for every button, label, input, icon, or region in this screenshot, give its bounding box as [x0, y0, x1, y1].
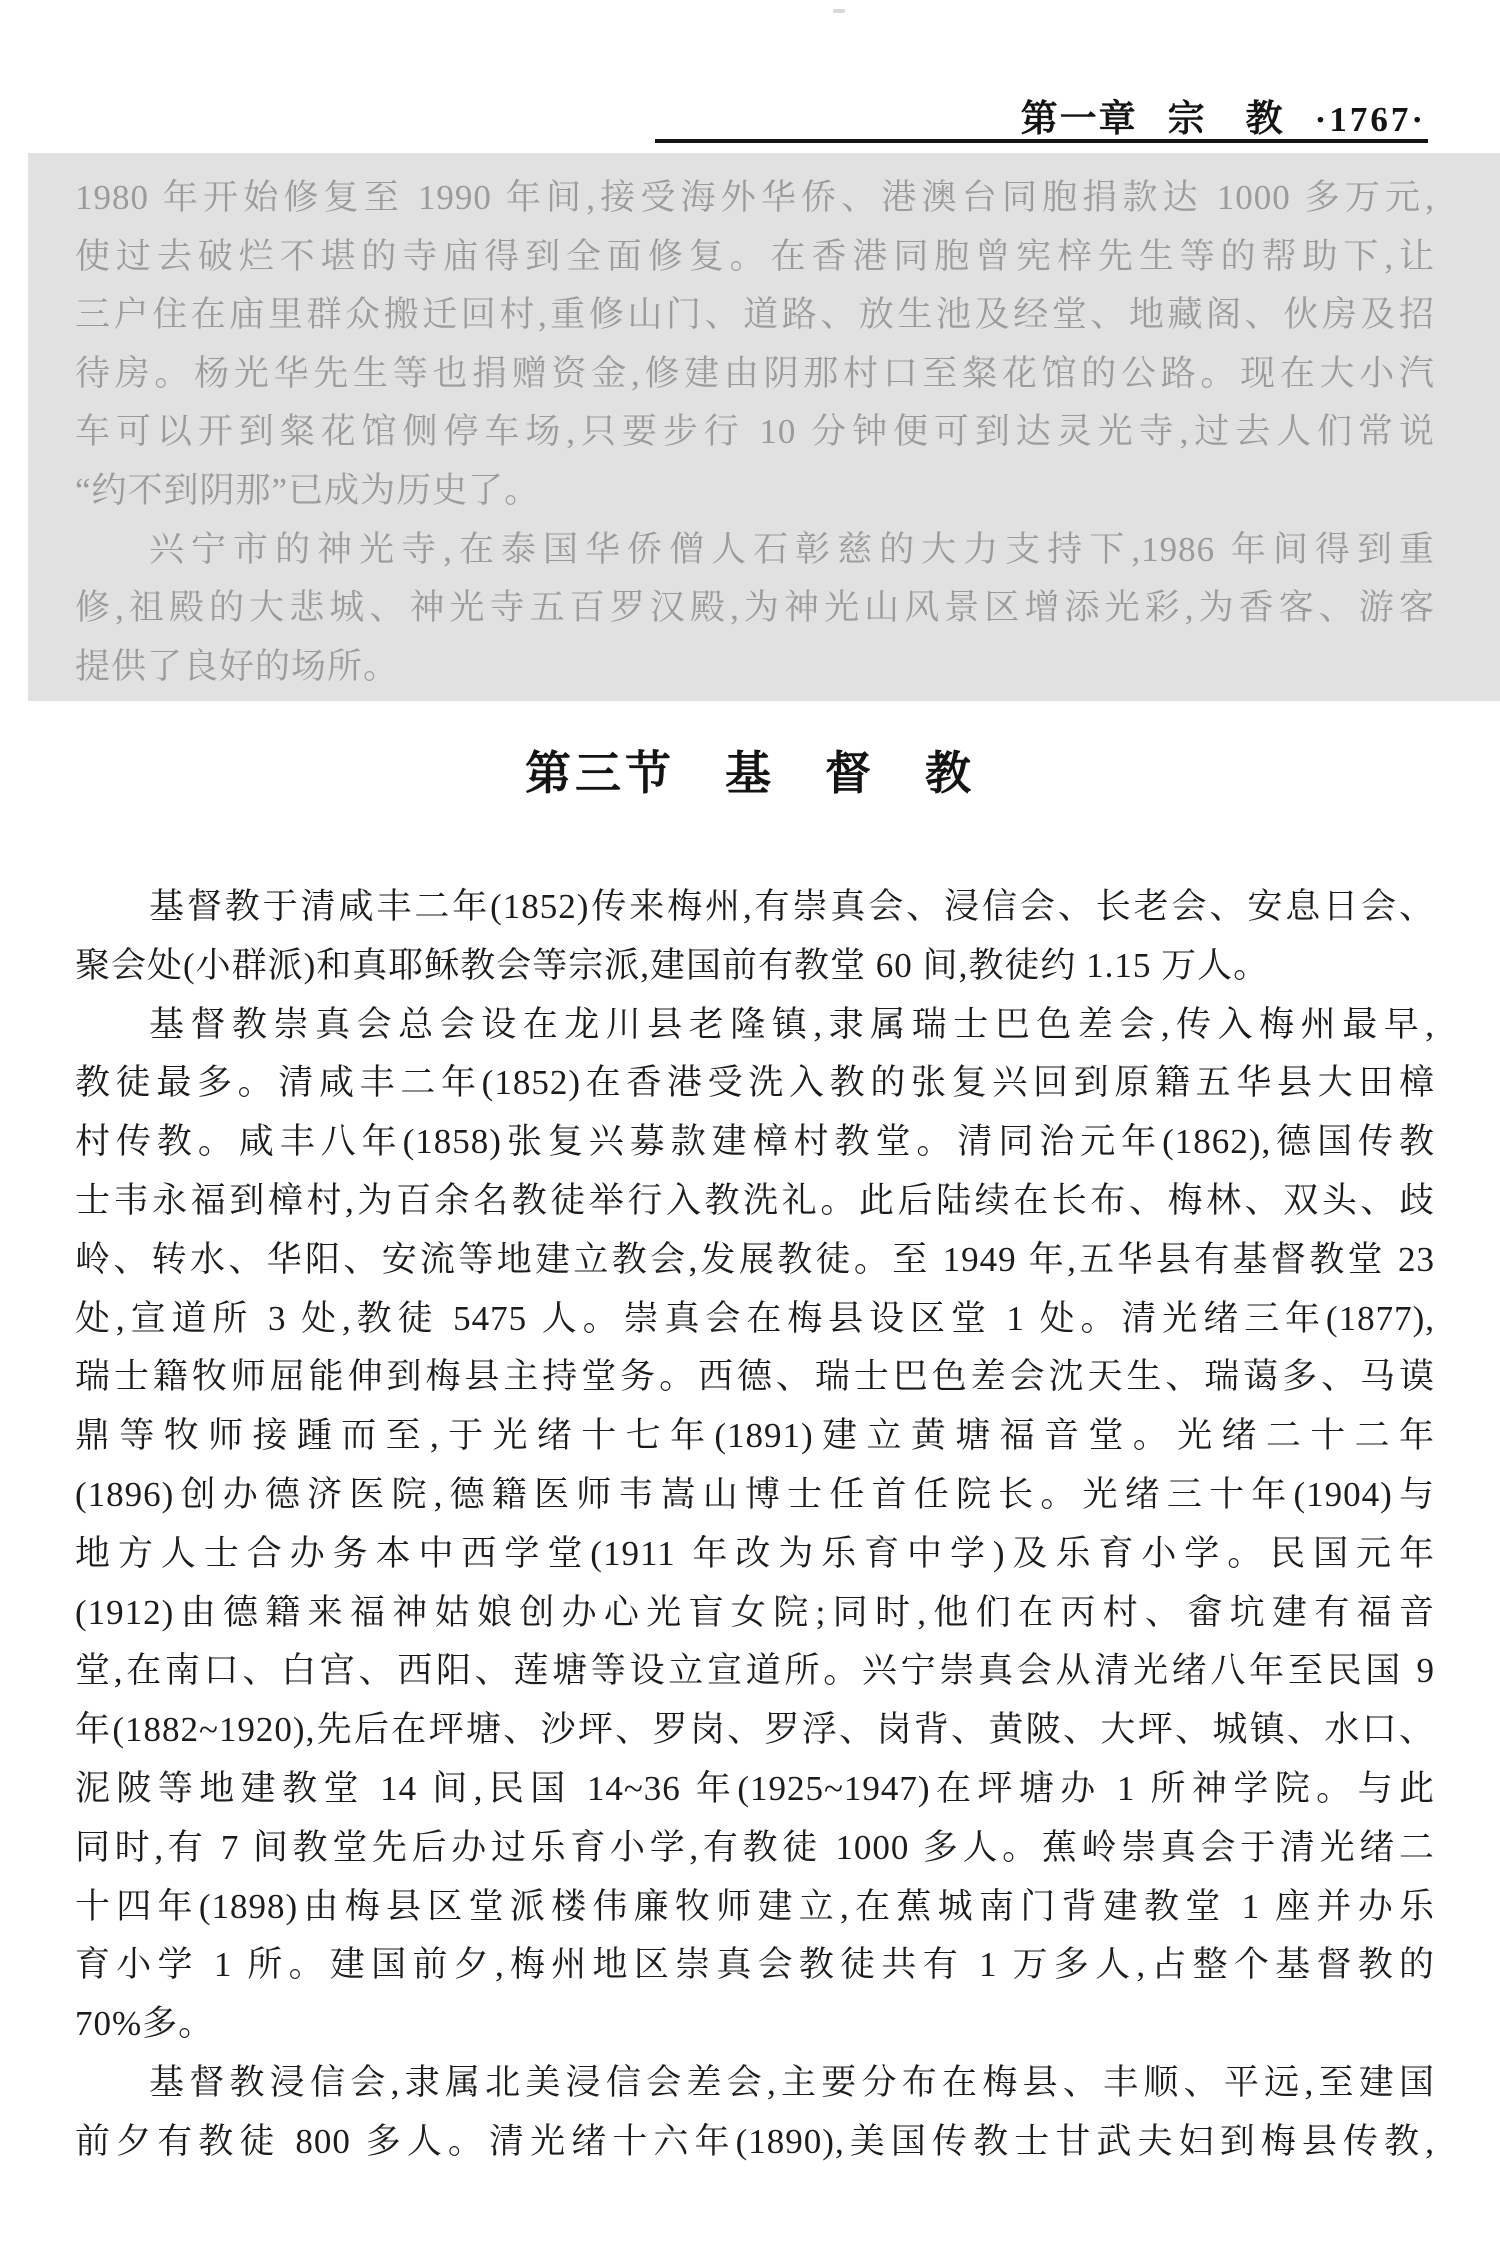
body-text-line: 年(1882~1920),先后在坪塘、沙坪、罗岗、罗浮、岗背、黄陂、大坪、城镇、水口、: [75, 1710, 1435, 1750]
body-text-line: 育小学 1 所。建国前夕,梅州地区崇真会教徒共有 1 万多人,占整个基督教的: [75, 1945, 1435, 1985]
faded-text-line: 1980 年开始修复至 1990 年间,接受海外华侨、港澳台同胞捐款达 1000 多万元,: [75, 178, 1435, 217]
body-text-line: 基督教浸信会,隶属北美浸信会差会,主要分布在梅县、丰顺、平远,至建国: [149, 2062, 1435, 2102]
section-heading: 第三节 基 督 教: [525, 747, 975, 799]
chapter-title: 宗 教: [1167, 98, 1285, 139]
faded-text-line: 三户住在庙里群众搬迁回村,重修山门、道路、放生池及经堂、地藏阁、伙房及招: [75, 295, 1435, 335]
body-text-line: 士韦永福到樟村,为百余名教徒举行入教洗礼。此后陆续在长布、梅林、双头、歧: [75, 1180, 1435, 1220]
header-rule: [655, 139, 1428, 143]
body-text-line: 聚会处(小群派)和真耶稣教会等宗派,建国前有教堂 60 间,教徒约 1.15 万人。: [75, 945, 1270, 985]
body-text-line: 村传教。咸丰八年(1858)张复兴募款建樟村教堂。清同治元年(1862),德国传教: [75, 1122, 1435, 1162]
body-text-line: 瑞士籍牧师屈能伸到梅县主持堂务。西德、瑞士巴色差会沈天生、瑞蔼多、马谟: [75, 1357, 1435, 1397]
page-header: [1021, 88, 1426, 142]
faded-text-line: 修,祖殿的大悲城、神光寺五百罗汉殿,为神光山风景区增添光彩,为香客、游客: [75, 588, 1435, 628]
body-text-line: 十四年(1898)由梅县区堂派楼伟廉牧师建立,在蕉城南门背建教堂 1 座并办乐: [75, 1886, 1435, 1926]
faded-text-line: “约不到阴那”已成为历史了。: [75, 470, 541, 510]
body-text-line: 岭、转水、华阳、安流等地建立教会,发展教徒。至 1949 年,五华县有基督教堂 23: [75, 1239, 1435, 1279]
faded-scan-block: [28, 153, 1500, 701]
body-text-line: 地方人士合办务本中西学堂(1911 年改为乐育中学)及乐育小学。民国元年: [75, 1533, 1435, 1573]
faded-text-line: 车可以开到粲花馆侧停车场,只要步行 10 分钟便可到达灵光寺,过去人们常说: [75, 412, 1435, 452]
body-text-line: 基督教崇真会总会设在龙川县老隆镇,隶属瑞士巴色差会,传入梅州最早,: [149, 1004, 1435, 1044]
body-text-line: 前夕有教徒 800 多人。清光绪十六年(1890),美国传教士甘武夫妇到梅县传教,: [75, 2121, 1435, 2161]
faded-text-line: 提供了良好的场所。: [75, 646, 400, 686]
body-lines-container: [75, 878, 1435, 2172]
body-text-line: 同时,有 7 间教堂先后办过乐育小学,有教徒 1000 多人。蕉岭崇真会于清光绪二: [75, 1827, 1435, 1867]
page-number: ·1767·: [1314, 100, 1426, 139]
body-text-line: (1912)由德籍来福神姑娘创办心光盲女院;同时,他们在丙村、畲坑建有福音: [75, 1592, 1435, 1632]
scan-speck: [833, 9, 845, 13]
faded-text-line: 使过去破烂不堪的寺庙得到全面修复。在香港同胞曾宪梓先生等的帮助下,让: [75, 236, 1435, 276]
faded-text-line: 待房。杨光华先生等也捐赠资金,修建由阴那村口至粲花馆的公路。现在大小汽: [75, 353, 1435, 393]
body-text-line: 基督教于清咸丰二年(1852)传来梅州,有崇真会、浸信会、长老会、安息日会、: [149, 887, 1435, 926]
faded-lines-container: [75, 169, 1435, 696]
body-text-line: 鼎等牧师接踵而至,于光绪十七年(1891)建立黄塘福音堂。光绪二十二年: [75, 1416, 1435, 1456]
body-text-line: (1896)创办德济医院,德籍医师韦嵩山博士任首任院长。光绪三十年(1904)与: [75, 1474, 1435, 1514]
body-text-line: 教徒最多。清咸丰二年(1852)在香港受洗入教的张复兴回到原籍五华县大田樟: [75, 1063, 1435, 1103]
body-text-line: 泥陂等地建教堂 14 间,民国 14~36 年(1925~1947)在坪塘办 1 所神学院。与此: [75, 1768, 1435, 1808]
faded-text-line: 兴宁市的神光寺,在泰国华侨僧人石彰慈的大力支持下,1986 年间得到重: [149, 529, 1435, 569]
body-text-line: 处,宣道所 3 处,教徒 5475 人。崇真会在梅县设区堂 1 处。清光绪三年(1877),: [75, 1298, 1435, 1338]
body-text-line: 堂,在南口、白宫、西阳、莲塘等设立宣道所。兴宁崇真会从清光绪八年至民国 9: [75, 1651, 1435, 1691]
chapter-label: 第一章: [1020, 98, 1138, 139]
body-text-line: 70%多。: [75, 2004, 215, 2044]
body-text: [75, 878, 1435, 2172]
